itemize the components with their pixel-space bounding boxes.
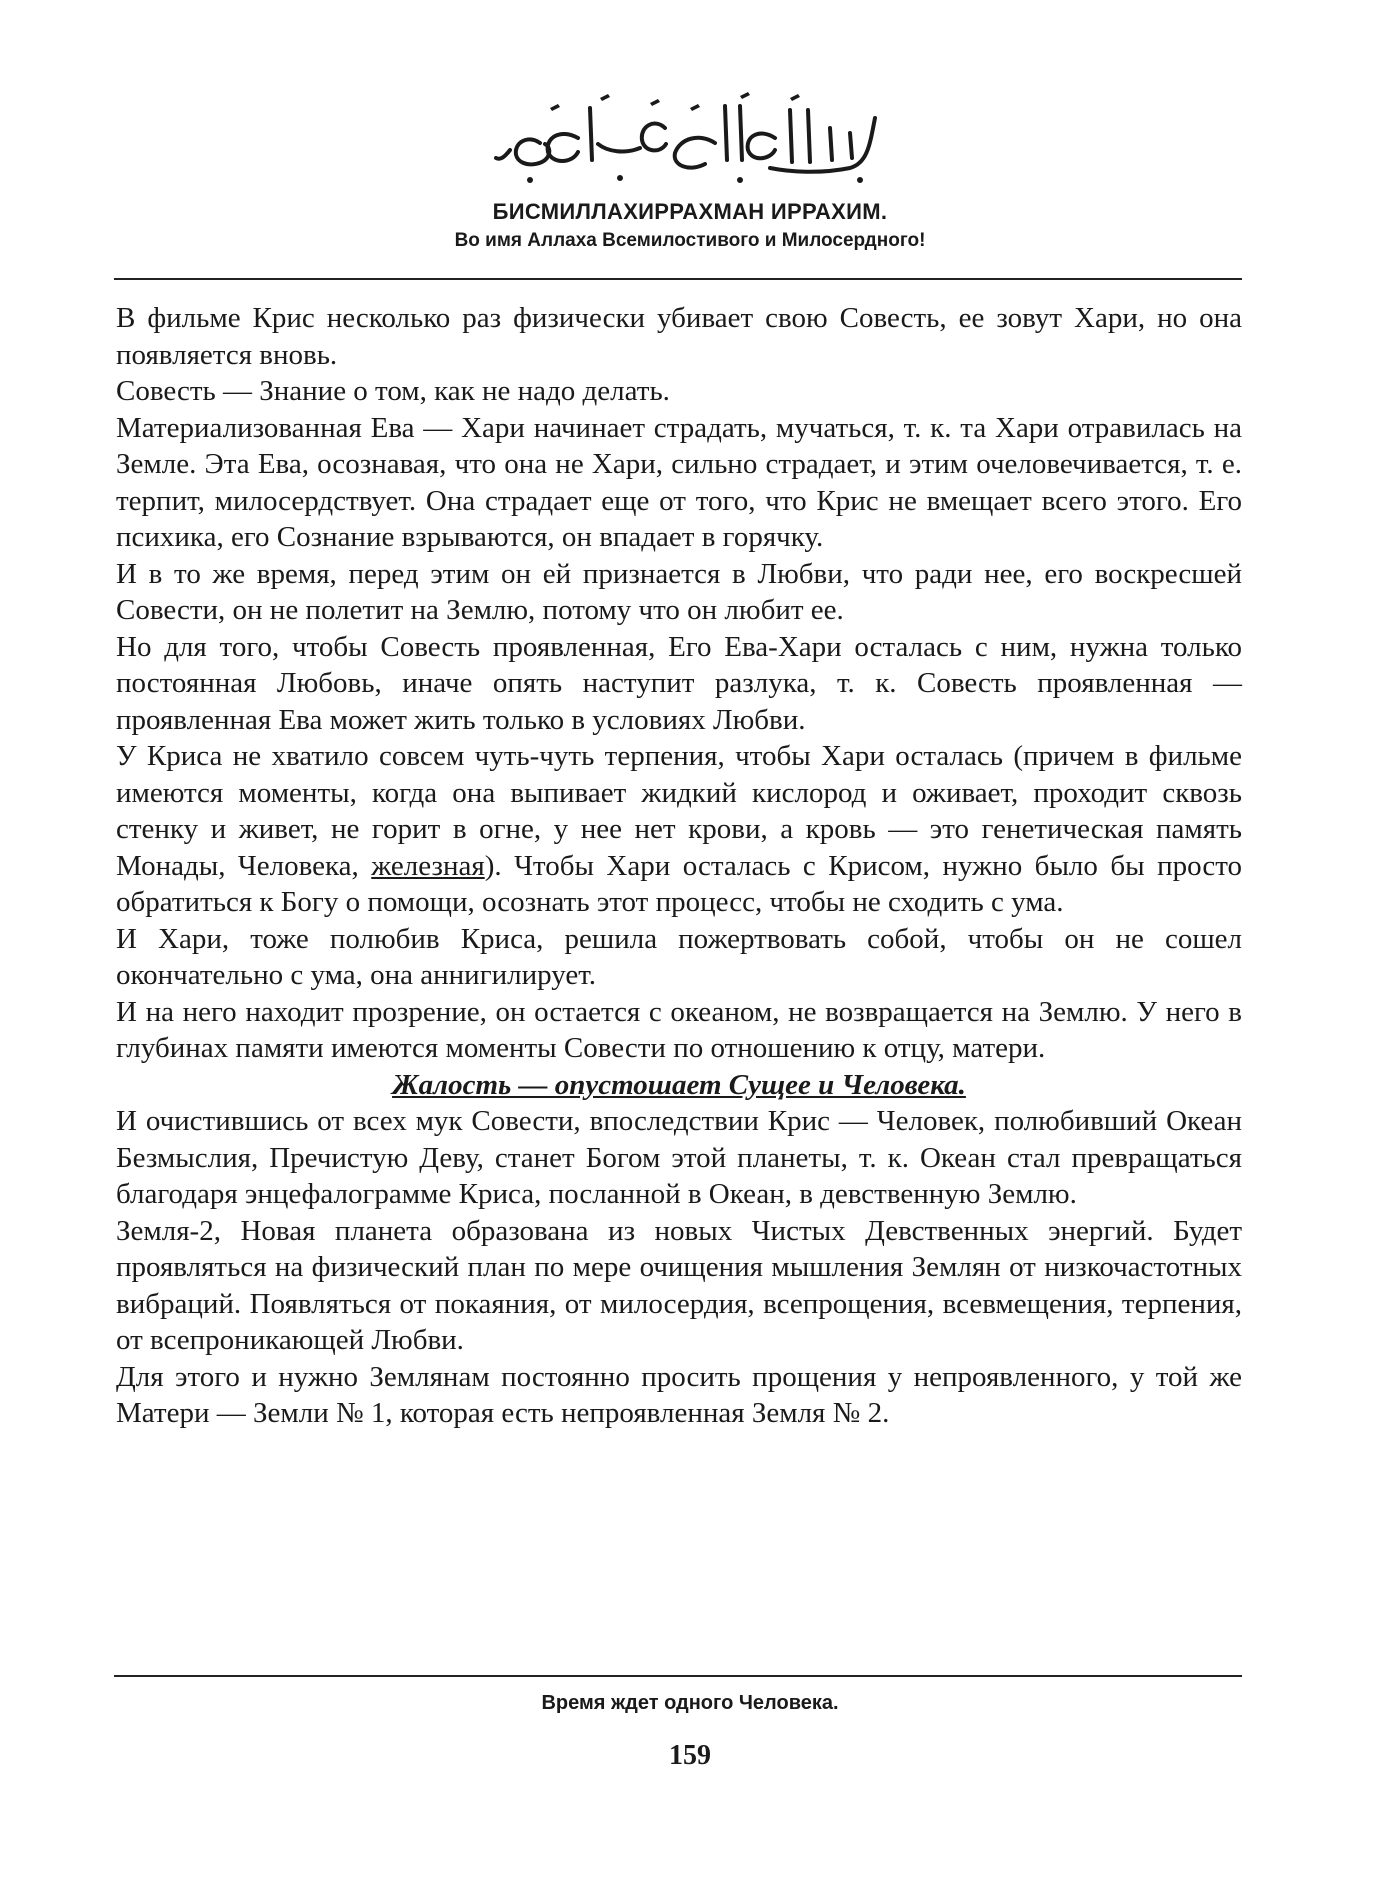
paragraph-text: У Криса не хватило совсем чуть-чуть терпения, чтобы Хари осталась (причем в фильме имеются моменты, когда она выпивает жидкий кислород и оживает, проходит сквозь стенку и живет, не горит в огне, у нее нет крови, а кровь — это генетическая память Монады, Человека, — [116, 740, 1242, 882]
footer-divider — [114, 1675, 1242, 1677]
paragraph: Земля-2, Новая планета образована из новых Чистых Девственных энергий. Будет проявляться на физический план по мере очищения мышления Землян от низкочастотных вибраций. Появляться от покаяния, от милосердия, всепрощения, всевмещения, терпения, от всепроникающей Любви. — [116, 1214, 1242, 1356]
paragraph: Для этого и нужно Землянам постоянно просить прощения у непроявленного, у той же Матери — Земли № 1, которая есть непроявленная Земля № 2. — [116, 1360, 1242, 1429]
underlined-word: железная — [371, 849, 485, 882]
paragraph: И на него находит прозрение, он остается с океаном, не возвращается на Землю. У него в глубинах памяти имеются моменты Совести по отношению к отцу, матери. — [116, 995, 1242, 1064]
header-divider — [114, 278, 1242, 280]
paragraph — [116, 738, 1242, 921]
page-number: 159 — [669, 1740, 711, 1771]
section-heading: Жалость — опустошает Сущее и Человека. — [392, 1068, 966, 1101]
main-text — [116, 300, 1242, 1432]
calligraphy-drawing — [490, 88, 890, 188]
header-subtitle: Во имя Аллаха Всемилостивого и Милосердного! — [454, 230, 926, 251]
bismillah-calligraphy — [490, 88, 890, 188]
paragraph: Материализованная Ева — Хари начинает страдать, мучаться, т. к. та Хари отравилась на Земле. Эта Ева, осознавая, что она не Хари, сильно страдает, и этим очеловечивается, т. е. терпит, милосердствует. Она страдает еще от того, что Крис не вмещает всего этого. Его психика, его Сознание взрываются, он впадает в горячку. — [116, 411, 1242, 553]
header-title: БИСМИЛЛАХИРРАХМАН ИРРАХИМ. — [492, 199, 888, 224]
paragraph: И Хари, тоже полюбив Криса, решила пожертвовать собой, чтобы он не сошел окончательно с ума, она аннигилирует. — [116, 922, 1242, 991]
paragraph: Совесть — Знание о том, как не надо делать. — [116, 375, 670, 407]
paragraph: И в то же время, перед этим он ей признается в Любви, что ради нее, его воскресшей Совести, он не полетит на Землю, потому что он любит ее. — [116, 557, 1242, 626]
paragraph: В фильме Крис несколько раз физически убивает свою Совесть, ее зовут Хари, но она появляется вновь. — [116, 302, 1242, 371]
paragraph: И очистившись от всех мук Совести, впоследствии Крис — Человек, полюбивший Океан Безмыслия, Пречистую Деву, станет Богом этой планеты, т. к. Океан стал превращаться благодаря энцефалограмме Криса, посланной в Океан, в девственную Землю. — [116, 1105, 1242, 1210]
paragraph-text: ). Чтобы Хари осталась с Крисом, нужно было бы просто обратиться к Богу о помощи, осознать этот процесс, чтобы не сходить с ума. — [116, 849, 1242, 918]
footer-title: Время ждет одного Человека. — [541, 1692, 839, 1714]
paragraph: Но для того, чтобы Совесть проявленная, Его Ева-Хари осталась с ним, нужна только постоянная Любовь, иначе опять наступит разлука, т. к. Совесть проявленная — проявленная Ева может жить только в условиях Любви. — [116, 630, 1242, 736]
